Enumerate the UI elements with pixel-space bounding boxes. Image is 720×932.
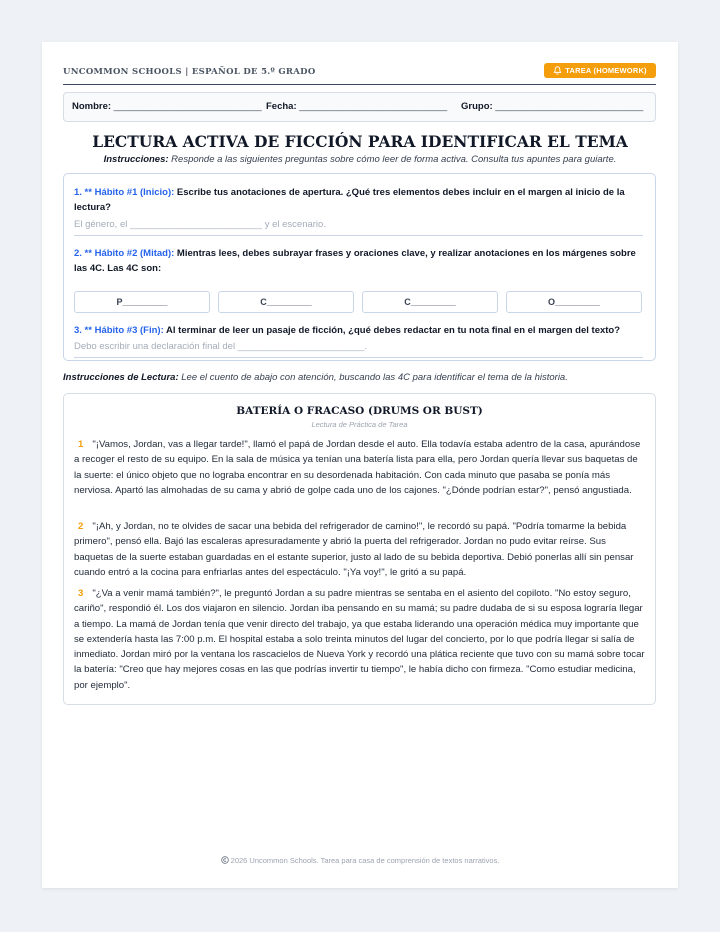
habit-1-number: 1. ** Hábito #1 (Inicio): [74, 187, 175, 198]
footer [42, 856, 678, 865]
habit-1-text: Escribe tus anotaciones de apertura. ¿Qué tres elementos debes incluir en el margen al inicio de la lectura? [74, 187, 625, 213]
date-label: Fecha: [266, 101, 297, 112]
brand-text: UNCOMMON SCHOOLS | ESPAÑOL DE 5.º GRADO [63, 67, 316, 77]
date-field[interactable] [266, 101, 447, 112]
story-subtitle: Lectura de Práctica de Tarea [311, 420, 408, 429]
habit-3-answer[interactable]: Debo escribir una declaración final del ________________________. [74, 341, 643, 358]
story-box [63, 393, 656, 705]
habits-section [63, 173, 656, 361]
date-blank: ____________________________ [299, 101, 448, 112]
habit-1-answer[interactable]: El género, el _________________________ y el escenario. [74, 219, 643, 236]
name-blank: ____________________________ [113, 101, 262, 112]
story-paragraph [74, 586, 645, 693]
four-c-box-p[interactable]: P_________ [74, 291, 210, 313]
instructions-label: Instrucciones: [103, 154, 169, 165]
reading-instructions-label: Instrucciones de Lectura: [63, 372, 179, 383]
habit-3-number: 3. ** Hábito #3 (Fin): [74, 325, 164, 336]
habit-2-text: Mientras lees, debes subrayar frases y oraciones clave, y realizar anotaciones en los márgenes sobre las 4C. Las 4C son: [74, 248, 636, 274]
group-blank: ____________________________ [495, 101, 644, 112]
instructions-text: Responde a las siguientes preguntas sobre cómo leer de forma activa. Consulta tus apuntes para guiarte. [168, 154, 617, 165]
student-info-fields [63, 92, 656, 122]
group-field[interactable] [461, 101, 643, 112]
paragraph-text: "¡Ah, y Jordan, no te olvides de sacar una bebida del refrigerador de camino!", le recordó su papá. "Podría tomarme la bebida primero", pensó ella. Bajó las escaleras apresuradamente y abrió la puerta del refrigerador. Jordan no pudo evitar reírse. Sus baquetas de la suerte estaban guardadas en el estante superior, justo al lado de su bebida deportiva. Debió ponerlas allí sin pensar cuando entró a la cocina para enfriarlas antes del espectáculo. "¡Ya voy!", le gritó a su papá. [74, 521, 634, 578]
copyright-icon [221, 856, 229, 864]
paragraph-number: 1 [78, 439, 84, 450]
badge-label: TAREA (HOMEWORK) [565, 66, 647, 75]
four-c-box-o[interactable]: O_________ [506, 291, 642, 313]
worksheet-page [42, 42, 678, 888]
story-paragraph [74, 437, 645, 498]
bell-icon [553, 66, 562, 75]
habit-2-question [74, 247, 644, 276]
reading-instructions [63, 372, 663, 383]
reading-instructions-text: Lee el cuento de abajo con atención, buscando las 4C para identificar el tema de la historia. [178, 372, 568, 383]
four-c-box-c1[interactable]: C_________ [218, 291, 354, 313]
four-c-box-c2[interactable]: C_________ [362, 291, 498, 313]
homework-badge [544, 63, 656, 78]
top-bar [63, 64, 656, 85]
name-label: Nombre: [72, 101, 112, 112]
paragraph-text: "¡Vamos, Jordan, vas a llegar tarde!", llamó el papá de Jordan desde el auto. Ella todavía estaba adentro de la casa, apurándose a recoger el resto de su equipo. En la sala de música ya tenían una batería lista para ella, pero Jordan quería llevar sus baquetas de la suerte: el único objeto que no lograba encontrar en su desordenada habitación. Con cada minuto que pasaba se ponía más nerviosa. Apartó las almohadas de su cama y abrió de golpe cada uno de los cajones. "¿Dónde podrían estar?", pensó angustiada. [74, 439, 641, 496]
name-field[interactable] [72, 101, 262, 112]
habit-2-number: 2. ** Hábito #2 (Mitad): [74, 248, 175, 259]
habit-3-text: Al terminar de leer un pasaje de ficción, ¿qué debes redactar en tu nota final en el margen del texto? [163, 325, 621, 336]
four-c-boxes [74, 291, 644, 313]
paragraph-number: 3 [78, 588, 84, 599]
story-title: BATERÍA O FRACASO (DRUMS OR BUST) [236, 405, 483, 417]
page-title: LECTURA ACTIVA DE FICCIÓN PARA IDENTIFICAR EL TEMA [92, 132, 628, 151]
habit-1-question [74, 186, 644, 215]
paragraph-number: 2 [78, 521, 84, 532]
footer-text: 2026 Uncommon Schools. Tarea para casa de comprensión de textos narrativos. [230, 856, 500, 865]
paragraph-text: "¿Va a venir mamá también?", le preguntó Jordan a su padre mientras se sentaba en el asiento del copiloto. "No estoy seguro, cariño", respondió él. Los dos viajaron en silencio. Jordan iba pensando en su mamá; su padre dudaba de si su esposa lograría llegar a tiempo. La mamá de Jordan tenía que venir directo del trabajo, ya que estaba liderando una operación médica muy importante que se extendería hasta las 7:00 p.m. El hospital estaba a solo treinta minutos del lugar del concierto, por lo que podría llegar si salía de inmediato. Jordan miró por la ventana los rascacielos de Nueva York y recordó una plática reciente que tuvo con su mamá sobre tocar la batería: "Creo que hay mejores cosas en las que podrías invertir tu tiempo", le había dicho con firmeza. "Como estudiar medicina, por ejemplo". [74, 588, 645, 691]
habit-3-question [74, 324, 644, 339]
story-paragraph [74, 519, 645, 580]
group-label: Grupo: [461, 101, 493, 112]
instructions [42, 154, 678, 165]
